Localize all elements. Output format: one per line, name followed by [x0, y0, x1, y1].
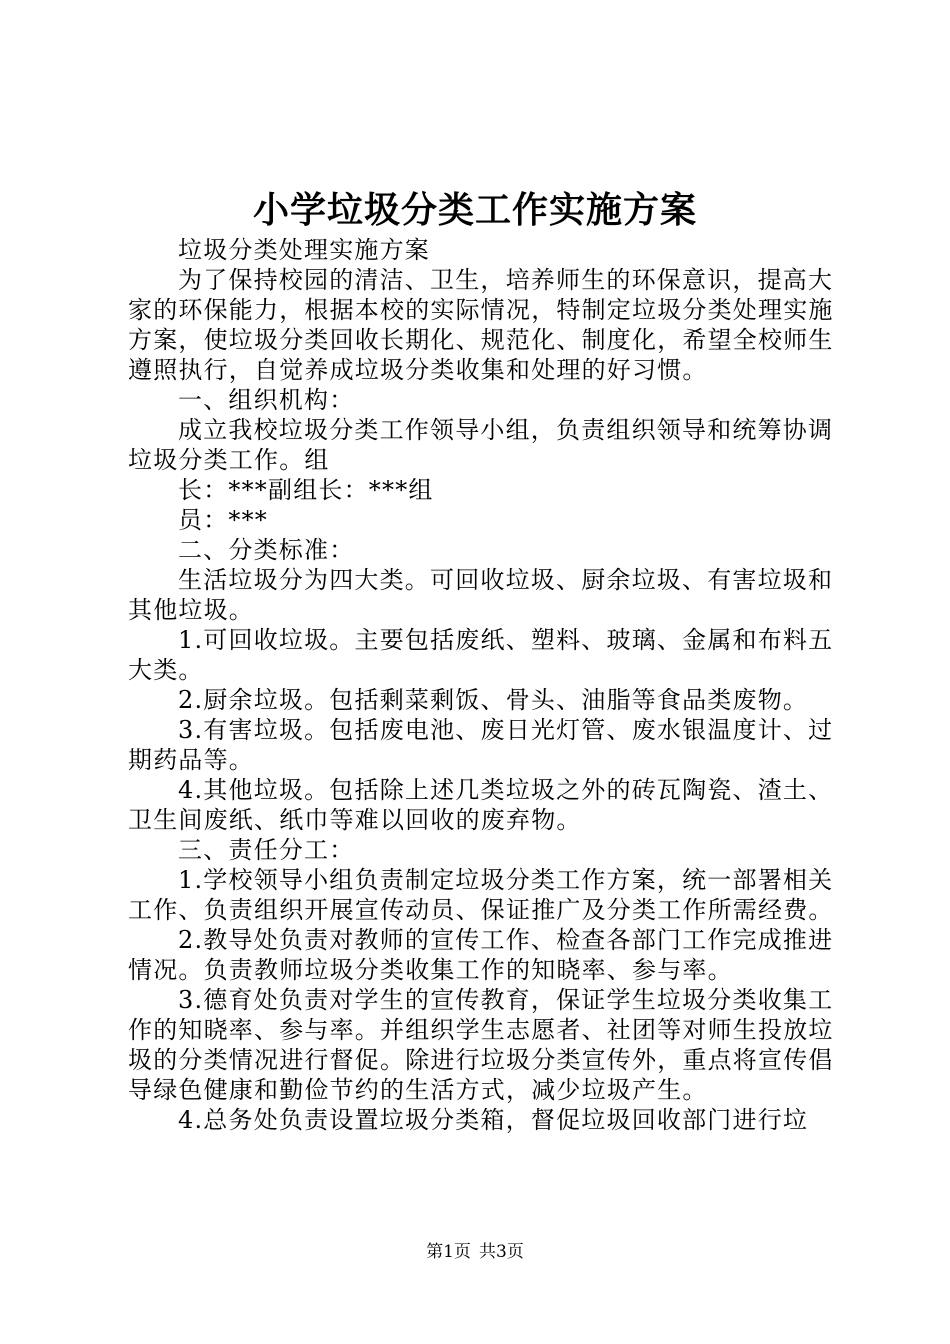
paragraph: 生活垃圾分为四大类。可回收垃圾、厨余垃圾、有害垃圾和其他垃圾。	[128, 566, 834, 624]
list-item: 3.德育处负责对学生的宣传教育，保证学生垃圾分类收集工作的知晓率、参与率。并组织学生志愿者、社团等对师生投放垃圾的分类情况进行督促。除进行垃圾分类宣传外，重点将宣传倡导绿色健康和勤俭节约的生活方式，减少垃圾产生。	[128, 986, 834, 1104]
list-item: 1.学校领导小组负责制定垃圾分类工作方案，统一部署相关工作、负责组织开展宣传动员、保证推广及分类工作所需经费。	[128, 866, 834, 924]
paragraph: 为了保持校园的清洁、卫生，培养师生的环保意识，提高大家的环保能力，根据本校的实际情况，特制定垃圾分类处理实施方案，使垃圾分类回收长期化、规范化、制度化，希望全校师生遵照执行，自觉养成垃圾分类收集和处理的好习惯。	[128, 266, 834, 384]
page-total: 共3页	[479, 1242, 524, 1262]
page-footer	[0, 1240, 950, 1264]
section-heading: 一、组织机构：	[178, 386, 355, 414]
list-item: 3.有害垃圾。包括废电池、废日光灯管、废水银温度计、过期药品等。	[128, 716, 834, 774]
page-number: 第1页	[426, 1242, 471, 1262]
list-item: 4.其他垃圾。包括除上述几类垃圾之外的砖瓦陶瓷、渣土、卫生间废纸、纸巾等难以回收的废弃物。	[128, 776, 834, 834]
document-body	[128, 235, 834, 1135]
paragraph: 垃圾分类处理实施方案	[178, 236, 430, 264]
section-heading: 二、分类标准：	[178, 536, 355, 564]
list-item: 2.厨余垃圾。包括剩菜剩饭、骨头、油脂等食品类废物。	[178, 686, 809, 714]
paragraph: 成立我校垃圾分类工作领导小组，负责组织领导和统筹协调垃圾分类工作。组	[128, 416, 834, 474]
list-item: 2.教导处负责对教师的宣传工作、检查各部门工作完成推进情况。负责教师垃圾分类收集工作的知晓率、参与率。	[128, 926, 834, 984]
list-item: 4.总务处负责设置垃圾分类箱，督促垃圾回收部门进行垃	[178, 1106, 809, 1134]
section-heading: 三、责任分工：	[178, 836, 355, 864]
paragraph: 长：***副组长：***组	[178, 476, 434, 504]
document-title: 小学垃圾分类工作实施方案	[252, 189, 697, 231]
list-item: 1.可回收垃圾。主要包括废纸、塑料、玻璃、金属和布料五大类。	[128, 626, 834, 684]
paragraph: 员：***	[178, 506, 268, 534]
